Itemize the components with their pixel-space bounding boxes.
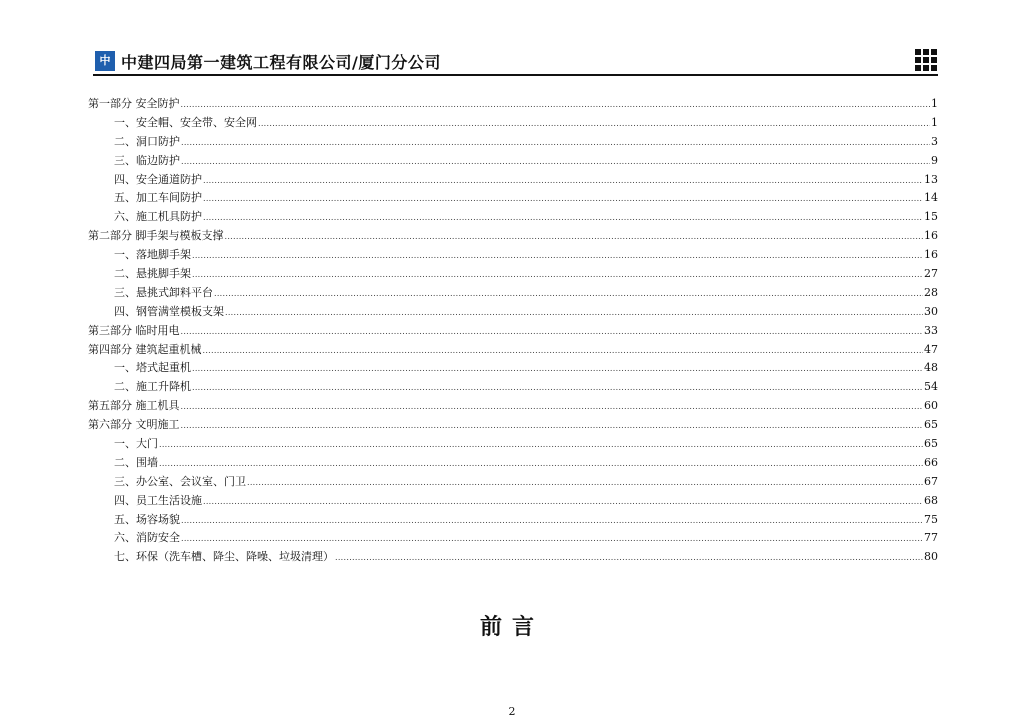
- toc-entry-page: 1: [931, 115, 938, 129]
- toc-leader-dots: [181, 323, 924, 342]
- toc-entry-page: 9: [931, 153, 938, 167]
- toc-entry-page: 80: [924, 550, 938, 564]
- toc-entry-page: 15: [924, 210, 938, 224]
- toc-entry-title: 三、临边防护: [114, 153, 180, 167]
- toc-leader-dots: [181, 134, 930, 153]
- toc-entry[interactable]: [88, 548, 938, 567]
- toc-entry-page: 66: [924, 455, 938, 469]
- toc-leader-dots: [203, 342, 924, 361]
- page-number: 2: [508, 705, 516, 718]
- toc-entry-page: 16: [924, 248, 938, 262]
- toc-entry-page: 68: [924, 493, 938, 507]
- toc-entry-page: 54: [924, 380, 938, 394]
- toc-entry-title: 一、安全帽、安全带、安全网: [114, 115, 257, 129]
- toc-entry-title: 一、塔式起重机: [114, 361, 191, 375]
- toc-entry-title: 第五部分 施工机具: [88, 399, 180, 413]
- toc-entry-page: 28: [924, 285, 938, 299]
- table-of-contents: [88, 95, 938, 567]
- toc-entry[interactable]: [88, 265, 938, 284]
- toc-entry[interactable]: [88, 189, 938, 208]
- toc-entry-page: 3: [931, 134, 938, 148]
- toc-leader-dots: [159, 455, 923, 474]
- toc-entry-page: 65: [924, 437, 938, 451]
- toc-leader-dots: [181, 417, 924, 436]
- toc-entry-page: 13: [924, 172, 938, 186]
- toc-entry[interactable]: [88, 473, 938, 492]
- toc-leader-dots: [181, 153, 930, 172]
- toc-leader-dots: [335, 549, 923, 568]
- toc-entry-title: 四、安全通道防护: [114, 172, 202, 186]
- toc-entry-title: 一、落地脚手架: [114, 248, 191, 262]
- toc-entry[interactable]: [88, 359, 938, 378]
- toc-entry-title: 二、围墙: [114, 455, 158, 469]
- toc-entry-title: 第六部分 文明施工: [88, 418, 180, 432]
- toc-leader-dots: [192, 247, 923, 266]
- toc-entry-page: 27: [924, 267, 938, 281]
- toc-leader-dots: [203, 172, 923, 191]
- toc-leader-dots: [203, 190, 923, 209]
- toc-entry-title: 七、环保（洗车槽、降尘、降噪、垃圾清理）: [114, 550, 334, 564]
- toc-entry-page: 65: [924, 418, 938, 432]
- toc-leader-dots: [247, 474, 923, 493]
- toc-entry[interactable]: [88, 529, 938, 548]
- toc-leader-dots: [192, 266, 923, 285]
- toc-entry[interactable]: [88, 397, 938, 416]
- toc-entry[interactable]: [88, 227, 938, 246]
- toc-leader-dots: [258, 115, 930, 134]
- toc-entry-title: 第三部分 临时用电: [88, 323, 180, 337]
- toc-leader-dots: [181, 398, 924, 417]
- toc-entry[interactable]: [88, 322, 938, 341]
- toc-leader-dots: [225, 228, 924, 247]
- toc-entry-title: 二、施工升降机: [114, 380, 191, 394]
- toc-entry-title: 六、施工机具防护: [114, 210, 202, 224]
- toc-entry-title: 一、大门: [114, 437, 158, 451]
- toc-entry-page: 77: [924, 531, 938, 545]
- toc-entry-page: 30: [924, 304, 938, 318]
- toc-entry-page: 33: [924, 323, 938, 337]
- toc-entry[interactable]: [88, 492, 938, 511]
- toc-entry-title: 五、场容场貌: [114, 512, 180, 526]
- toc-entry-page: 14: [924, 191, 938, 205]
- toc-leader-dots: [214, 285, 923, 304]
- toc-entry[interactable]: [88, 171, 938, 190]
- toc-entry-title: 二、悬挑脚手架: [114, 267, 191, 281]
- toc-entry[interactable]: [88, 114, 938, 133]
- toc-entry-title: 四、钢管满堂模板支架: [114, 304, 224, 318]
- toc-entry-title: 三、悬挑式卸料平台: [114, 285, 213, 299]
- toc-entry[interactable]: [88, 341, 938, 360]
- toc-entry[interactable]: [88, 133, 938, 152]
- toc-entry[interactable]: [88, 435, 938, 454]
- toc-entry[interactable]: [88, 378, 938, 397]
- toc-entry-title: 五、加工车间防护: [114, 191, 202, 205]
- toc-entry-page: 47: [924, 342, 938, 356]
- toc-entry[interactable]: [88, 152, 938, 171]
- toc-entry-page: 16: [924, 229, 938, 243]
- company-name: 中建四局第一建筑工程有限公司/厦门分公司: [121, 53, 441, 72]
- toc-entry-title: 二、洞口防护: [114, 134, 180, 148]
- toc-leader-dots: [192, 360, 923, 379]
- preface-heading: 前言: [479, 614, 544, 640]
- toc-entry-title: 六、消防安全: [114, 531, 180, 545]
- toc-entry[interactable]: [88, 416, 938, 435]
- toc-leader-dots: [203, 493, 923, 512]
- corner-logo-icon: [914, 48, 938, 72]
- toc-leader-dots: [225, 304, 923, 323]
- toc-entry-title: 第二部分 脚手架与模板支撑: [88, 229, 224, 243]
- toc-leader-dots: [159, 436, 923, 455]
- toc-leader-dots: [203, 209, 923, 228]
- toc-leader-dots: [181, 96, 931, 115]
- toc-entry[interactable]: [88, 95, 938, 114]
- toc-entry-page: 1: [931, 97, 938, 110]
- toc-entry[interactable]: [88, 303, 938, 322]
- toc-entry[interactable]: [88, 208, 938, 227]
- header-divider: [93, 74, 938, 76]
- toc-entry[interactable]: [88, 454, 938, 473]
- toc-entry-page: 67: [924, 474, 938, 488]
- toc-entry-page: 48: [924, 361, 938, 375]
- page-header: [93, 46, 938, 76]
- company-logo-icon: 中: [95, 51, 115, 71]
- toc-entry-page: 60: [924, 399, 938, 413]
- toc-entry[interactable]: [88, 284, 938, 303]
- toc-leader-dots: [181, 512, 923, 531]
- toc-leader-dots: [181, 530, 923, 549]
- toc-entry[interactable]: [88, 246, 938, 265]
- toc-entry-title: 三、办公室、会议室、门卫: [114, 474, 246, 488]
- toc-entry-title: 四、员工生活设施: [114, 493, 202, 507]
- toc-leader-dots: [192, 379, 923, 398]
- toc-entry[interactable]: [88, 511, 938, 530]
- toc-entry-title: 第四部分 建筑起重机械: [88, 342, 202, 356]
- toc-entry-title: 第一部分 安全防护: [88, 97, 180, 110]
- toc-entry-page: 75: [924, 512, 938, 526]
